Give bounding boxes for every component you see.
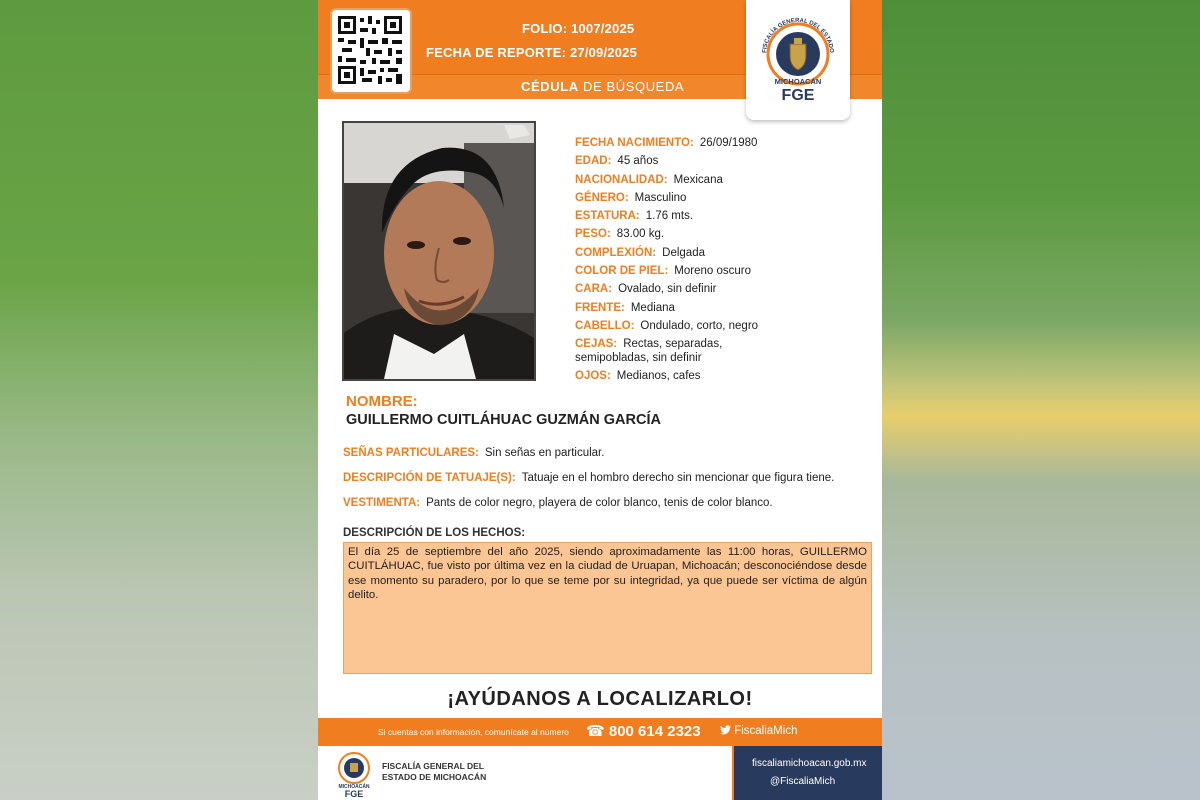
field-ojos — [575, 367, 875, 385]
field-label: OJOS: — [575, 370, 611, 383]
field-value: Ovalado, sin definir — [618, 283, 717, 296]
field-label: COLOR DE PIEL: — [575, 265, 669, 278]
document-title-bold: CÉDULA — [521, 79, 579, 94]
field-value: 1.76 mts. — [645, 210, 694, 223]
phone-icon: ☎ — [586, 723, 605, 740]
twitter-link[interactable] — [720, 725, 797, 737]
phone-link[interactable] — [586, 722, 701, 740]
field-cabello — [575, 317, 875, 335]
svg-text:FGE: FGE — [781, 87, 815, 104]
field-nacionalidad — [575, 171, 875, 189]
person-portrait — [344, 123, 534, 379]
field-value: Rectas, separadas, — [623, 338, 723, 351]
document-title — [521, 79, 684, 94]
background-right — [882, 0, 1200, 800]
social-handle-link[interactable]: @FiscaliaMich — [770, 776, 836, 787]
field-label: ESTATURA: — [575, 210, 640, 223]
call-to-action: ¡AYÚDANOS A LOCALIZARLO! — [447, 688, 753, 710]
person-name: GUILLERMO CUITLÁHUAC GUZMÁN GARCÍA — [346, 412, 661, 428]
field-value: Mexicana — [673, 173, 723, 186]
field-value: Moreno oscuro — [674, 265, 751, 278]
field-peso — [575, 225, 875, 243]
senas-value: Sin señas en particular. — [484, 447, 605, 459]
person-details — [575, 134, 875, 386]
field-value: 26/09/1980 — [699, 137, 758, 149]
document-title-rest: DE BÚSQUEDA — [578, 79, 685, 94]
field-cara — [575, 280, 875, 298]
search-bulletin — [318, 0, 882, 800]
missing-person-photo — [342, 121, 536, 381]
field-complexion — [575, 244, 875, 262]
senas-label: SEÑAS PARTICULARES: — [343, 447, 479, 459]
field-estatura — [575, 207, 875, 225]
qr-code[interactable] — [330, 8, 412, 94]
field-value: Medianos, cafes — [616, 370, 701, 383]
tatuajes — [343, 472, 834, 484]
field-label: GÉNERO: — [575, 191, 629, 204]
twitter-handle: FiscaliaMich — [734, 725, 798, 737]
field-value: Masculino — [634, 191, 687, 204]
org-line-2: ESTADO DE MICHOACÁN — [382, 772, 487, 782]
field-genero — [575, 189, 875, 207]
field-edad — [575, 152, 875, 170]
twitter-bird-icon — [720, 725, 731, 735]
field-label: CARA: — [575, 283, 613, 296]
contact-text: Si cuentas con información, comunícate al número — [378, 727, 569, 737]
field-color-piel — [575, 262, 875, 280]
field-fecha-nacimiento — [575, 134, 875, 152]
svg-text:MICHOACÁN: MICHOACÁN — [774, 77, 822, 86]
folio-number: FOLIO: 1007/2025 — [522, 21, 635, 36]
tatuajes-value: Tatuaje en el hombro derecho sin mencionar que figura tiene. — [521, 472, 835, 484]
phone-number: 800 614 2323 — [608, 723, 701, 740]
field-value: 83.00 kg. — [616, 228, 665, 241]
footer-contact-panel — [734, 746, 882, 800]
svg-text:MICHOACÁN: MICHOACÁN — [338, 784, 370, 790]
field-label: EDAD: — [575, 155, 612, 168]
field-label: FECHA NACIMIENTO: — [575, 137, 694, 149]
field-value: Mediana — [630, 301, 675, 314]
field-value: Delgada — [662, 246, 705, 259]
field-frente — [575, 299, 875, 317]
hechos-description: El día 25 de septiembre del año 2025, siendo aproximadamente las 11:00 horas, GUILLERMO CUITLÁHUAC, fue visto por última vez en la ciudad de Uruapan, Michoacán; desconociéndose desde ese momento su paradero, por lo que se teme por su integridad, ya que puede ser víctima de algún delito. — [343, 542, 872, 674]
background-left — [0, 0, 318, 800]
field-label: COMPLEXIÓN: — [575, 246, 657, 259]
field-label: FRENTE: — [575, 301, 625, 314]
fge-small-logo — [332, 750, 376, 798]
field-cejas — [575, 335, 875, 367]
svg-text:FISCALÍA GENERAL DEL ESTADO: FISCALÍA GENERAL DEL ESTADO — [761, 17, 835, 54]
field-label: PESO: — [575, 228, 611, 241]
org-line-1: FISCALÍA GENERAL DEL — [382, 761, 485, 771]
footer-org-name — [382, 761, 486, 783]
svg-text:FGE: FGE — [344, 789, 364, 798]
hechos-label: DESCRIPCIÓN DE LOS HECHOS: — [343, 527, 526, 539]
website-link[interactable]: fiscaliamichoacan.gob.mx — [752, 758, 867, 769]
qr-code-icon — [338, 16, 402, 84]
field-value: Ondulado, corto, negro — [640, 319, 759, 332]
field-label: NACIONALIDAD: — [575, 173, 668, 186]
fge-logo-card — [746, 0, 850, 120]
report-date: FECHA DE REPORTE: 27/09/2025 — [426, 45, 638, 60]
fge-seal-logo — [746, 0, 850, 120]
vestimenta — [343, 497, 773, 509]
field-value: 45 años — [617, 155, 659, 168]
field-value-continued: semipobladas, sin definir — [575, 352, 702, 365]
name-label: NOMBRE: — [346, 393, 418, 410]
vestimenta-label: VESTIMENTA: — [343, 497, 421, 509]
contact-bar — [318, 718, 882, 746]
senas-particulares — [343, 447, 604, 459]
tatuajes-label: DESCRIPCIÓN DE TATUAJE(S): — [343, 472, 516, 484]
field-label: CEJAS: — [575, 338, 618, 351]
field-label: CABELLO: — [575, 319, 635, 332]
vestimenta-value: Pants de color negro, playera de color blanco, tenis de color blanco. — [426, 497, 773, 509]
